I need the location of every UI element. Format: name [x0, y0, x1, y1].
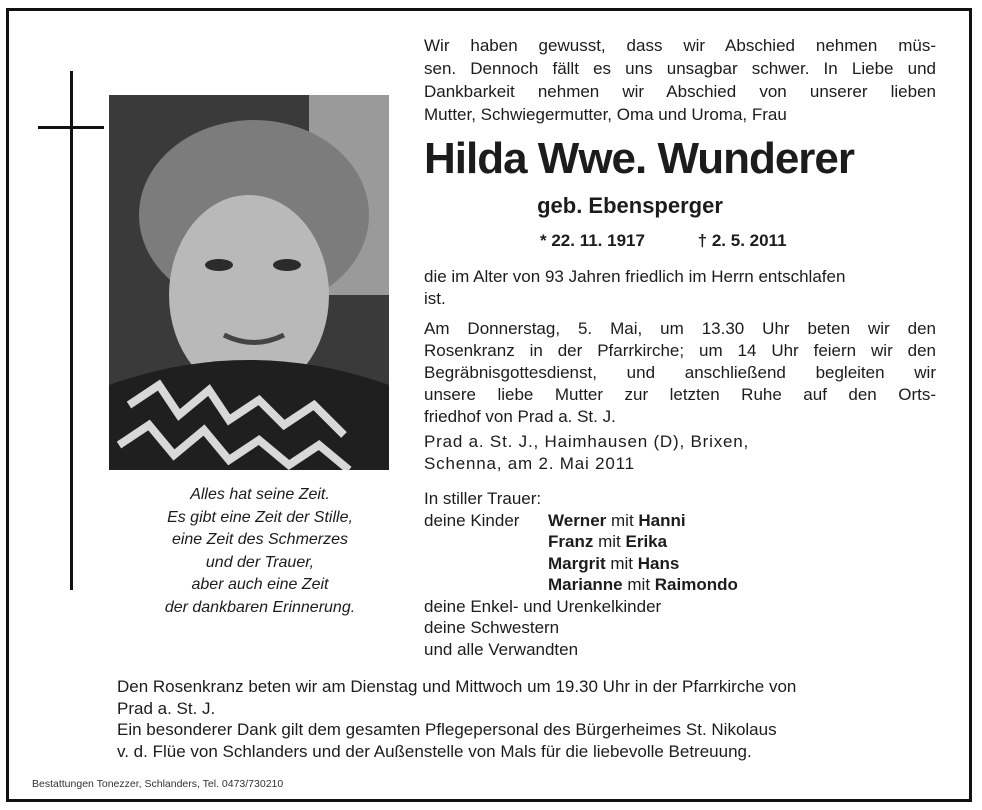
- intro-line: Wir haben gewusst, dass wir Abschied nehmen müs-: [424, 36, 936, 55]
- poem-line: aber auch eine Zeit: [191, 576, 329, 593]
- mourner-row: [424, 531, 738, 553]
- portrait-photo: [109, 95, 389, 470]
- cross-icon-bar: [38, 126, 104, 129]
- connector: mit: [598, 532, 621, 551]
- connector: mit: [627, 575, 651, 594]
- age-line: die im Alter von 93 Jahren friedlich im Herrn entschlafen: [424, 267, 846, 286]
- service-line: friedhof von Prad a. St. J.: [424, 407, 616, 426]
- cross-icon: [70, 71, 73, 590]
- bottom-line: v. d. Flüe von Schlanders und der Außenstelle von Mals für die liebevolle Betreuung.: [117, 741, 752, 761]
- age-text: [424, 266, 936, 310]
- spouse-name: Raimondo: [654, 575, 738, 594]
- mourner-row: [424, 510, 738, 532]
- connector: mit: [610, 553, 634, 573]
- place-text: [424, 431, 936, 475]
- service-line: Am Donnerstag, 5. Mai, um 13.30 Uhr beten wir den: [424, 319, 936, 338]
- poem-line: Es gibt eine Zeit der Stille,: [167, 508, 353, 526]
- deceased-name: Hilda Wwe. Wunderer: [424, 134, 855, 183]
- bottom-line: Prad a. St. J.: [117, 698, 216, 718]
- spouse-name: Hanni: [638, 510, 686, 530]
- birth-date: * 22. 11. 1917: [540, 231, 645, 250]
- other-mourners: deine Enkel- und Urenkelkinder: [424, 596, 662, 616]
- intro-text: [424, 34, 936, 126]
- service-line: Rosenkranz in der Pfarrkirche; um 14 Uhr feiern wir den: [424, 341, 936, 360]
- mourner-row: [424, 574, 738, 596]
- spouse-name: Erika: [625, 532, 668, 551]
- place-line: Schenna, am 2. Mai 2011: [424, 454, 635, 473]
- bottom-line: Ein besonderer Dank gilt dem gesamten Pflegepersonal des Bürgerheimes St. Nikolaus: [117, 720, 777, 739]
- other-mourners: deine Schwestern: [424, 618, 560, 637]
- child-name: Franz: [548, 532, 594, 551]
- service-text: [424, 318, 936, 428]
- poem-line: und der Trauer,: [205, 553, 315, 571]
- connector: mit: [611, 510, 634, 530]
- death-date: † 2. 5. 2011: [697, 231, 787, 250]
- children-label: deine Kinder: [424, 510, 520, 530]
- poem-line: eine Zeit des Schmerzes: [171, 531, 349, 548]
- place-line: Prad a. St. J., Haimhausen (D), Brixen,: [424, 432, 750, 451]
- maiden-name: geb. Ebensperger: [537, 193, 723, 218]
- service-line: unsere liebe Mutter zur letzten Ruhe auf den Orts-: [424, 385, 936, 404]
- child-name: Margrit: [548, 553, 606, 573]
- mourners-heading: In stiller Trauer:: [424, 489, 542, 508]
- child-name: Marianne: [548, 575, 623, 594]
- mourners: [424, 488, 738, 660]
- other-mourners: und alle Verwandten: [424, 639, 579, 659]
- bottom-text: [117, 676, 937, 762]
- intro-line: Mutter, Schwiegermutter, Oma und Uroma, Frau: [424, 105, 787, 124]
- poem: [110, 484, 410, 619]
- child-name: Werner: [548, 510, 607, 530]
- spouse-name: Hans: [637, 553, 680, 573]
- mourner-row: [424, 553, 738, 575]
- poem-line: Alles hat seine Zeit.: [190, 486, 330, 503]
- service-line: Begräbnisgottesdienst, und anschließend begleiten wir: [424, 363, 936, 382]
- age-line: ist.: [424, 289, 446, 308]
- intro-line: sen. Dennoch fällt es uns unsagbar schwer. In Liebe und: [424, 59, 936, 78]
- funeral-home-credit: Bestattungen Tonezzer, Schlanders, Tel. 0473/730210: [32, 778, 284, 790]
- poem-line: der dankbaren Erinnerung.: [164, 598, 356, 616]
- life-dates: [540, 231, 787, 251]
- bottom-line: Den Rosenkranz beten wir am Dienstag und Mittwoch um 19.30 Uhr in der Pfarrkirche von: [117, 677, 797, 696]
- intro-line: Dankbarkeit nehmen wir Abschied von unserer lieben: [424, 82, 936, 101]
